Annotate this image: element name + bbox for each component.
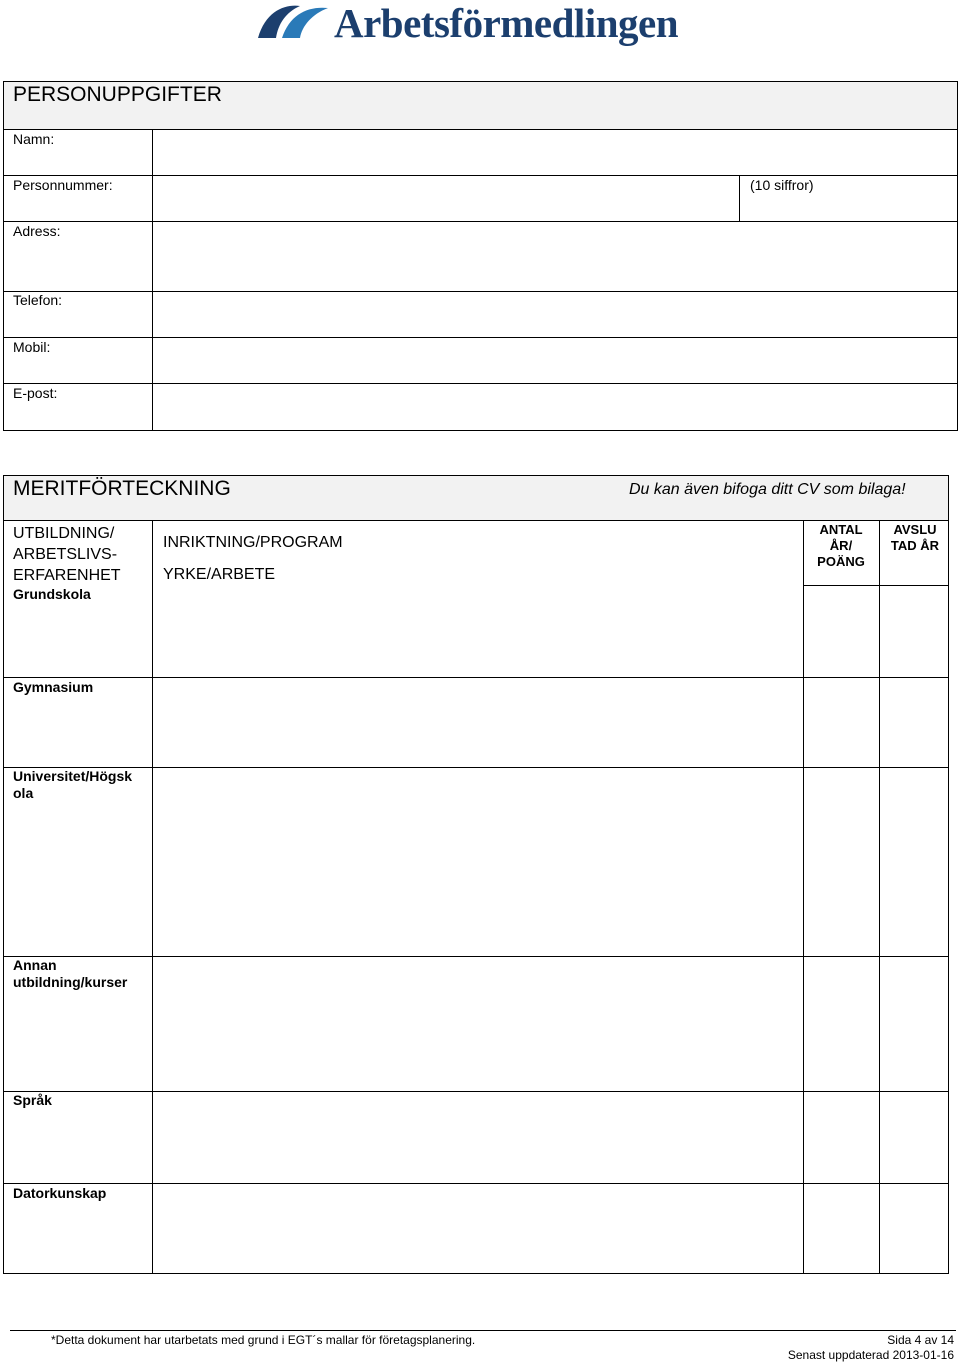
logo xyxy=(256,0,692,50)
cv-note: Du kan även bifoga ditt CV som bilaga! xyxy=(629,481,906,498)
logo-swoosh-icon xyxy=(256,2,330,42)
email-field[interactable] xyxy=(153,384,957,430)
row-label-university: Universitet/Högsk ola xyxy=(13,768,133,801)
ssn-field[interactable] xyxy=(153,176,739,221)
other-education-field[interactable] xyxy=(153,957,803,1091)
last-updated: Senast uppdaterad 2013-01-16 xyxy=(787,1348,954,1362)
row-label-other-education: Annan utbildning/kurser xyxy=(13,957,128,990)
email-label: E-post: xyxy=(13,385,58,401)
grundskola-program-field[interactable] xyxy=(153,586,803,677)
row-label-languages: Språk xyxy=(13,1092,52,1108)
col-program-header: INRIKTNING/PROGRAM xyxy=(163,534,343,551)
page-number: Sida 4 av 14 xyxy=(887,1333,954,1347)
address-label: Adress: xyxy=(13,223,61,239)
phone-label: Telefon: xyxy=(13,292,63,308)
row-label-gymnasium: Gymnasium xyxy=(13,679,94,695)
languages-field[interactable] xyxy=(153,1092,803,1183)
ssn-hint: (10 siffror) xyxy=(750,177,814,193)
col-occupation-header: YRKE/ARBETE xyxy=(163,566,276,583)
logo-text: Arbetsförmedlingen xyxy=(334,0,679,46)
name-label: Namn: xyxy=(13,131,55,147)
computer-skills-field[interactable] xyxy=(153,1184,803,1273)
phone-field[interactable] xyxy=(153,292,957,337)
gymnasium-program-field[interactable] xyxy=(153,678,803,767)
mobile-label: Mobil: xyxy=(13,339,51,355)
mobile-field[interactable] xyxy=(153,338,957,383)
university-program-field[interactable] xyxy=(153,768,803,956)
col-education-header: UTBILDNING/ ARBETSLIVS- ERFARENHET xyxy=(13,525,121,584)
footer-divider xyxy=(10,1330,956,1331)
name-field[interactable] xyxy=(153,130,957,175)
col-completed-header: AVSLU TAD ÅR xyxy=(890,522,940,553)
row-label-computer-skills: Datorkunskap xyxy=(13,1185,107,1201)
address-field[interactable] xyxy=(153,222,957,291)
col-years-header: ANTAL ÅR/ POÄNG xyxy=(817,522,865,569)
footer-note: *Detta dokument har utarbetats med grund i EGT´s mallar för företagsplanering. xyxy=(51,1333,476,1347)
personal-title: PERSONUPPGIFTER xyxy=(13,83,222,106)
row-label-grundskola: Grundskola xyxy=(13,586,91,602)
ssn-label: Personnummer: xyxy=(13,177,113,193)
merits-title: MERITFÖRTECKNING xyxy=(13,477,231,500)
